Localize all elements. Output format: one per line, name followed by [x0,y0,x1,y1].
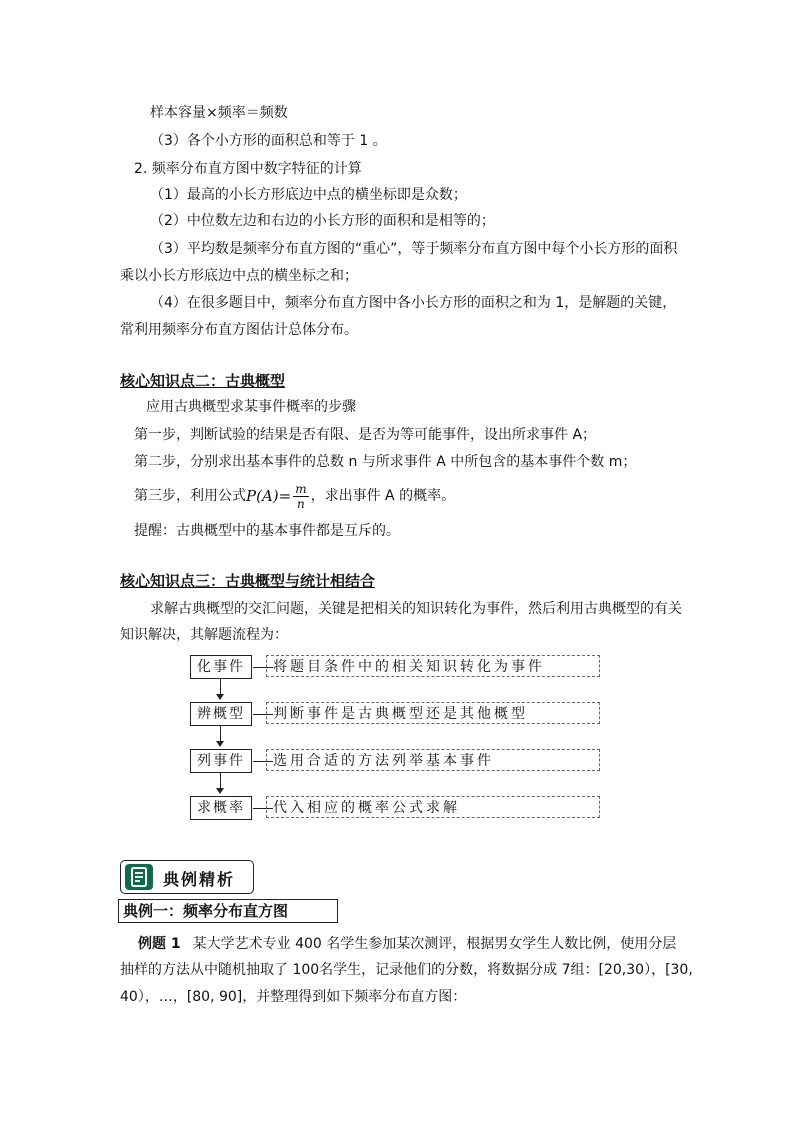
text-line: 第二步，分别求出基本事件的总数 n 与所求事件 A 中所包含的基本事件个数 m； [134,454,637,470]
formula-line [134,480,455,512]
formula-lhs: P(A)= [246,487,292,505]
arrow-down-icon [216,788,224,794]
document-icon [125,864,153,890]
text-line: 乘以小长方形底边中点的横坐标之和； [120,268,358,284]
text-fragment: 某大学艺术专业 400 名学生参加某次测评，根据男女学生人数比例，使用分层 [192,936,677,952]
flow-box: 辨概型 [190,702,252,726]
text-fragment: ，求出事件 A 的概率。 [310,488,456,504]
example-line [138,934,676,954]
text-line: 第一步，判断试验的结果是否有限、是否为等可能事件，设出所求事件 A； [134,427,597,443]
text-line: 常利用频率分布直方图估计总体分布。 [120,322,358,338]
text-line: （4）在很多题目中，频率分布直方图中各小长方形的面积之和为 1，是解题的关键， [150,295,677,311]
text-line: 样本容量×频率＝频数 [150,105,288,121]
flow-desc: 代入相应的概率公式求解 [266,796,600,818]
arrow-line [220,726,221,742]
arrow-line [220,679,221,695]
badge-label: 典例精析 [163,870,236,889]
text-line: 知识解决，其解题流程为： [120,627,288,643]
text-line: （2）中位数左边和右边的小长方形的面积和是相等的； [150,213,495,229]
section-heading: 核心知识点三：古典概型与统计相结合 [120,572,376,590]
text-fragment: 第三步，利用公式 [134,488,246,504]
arrow-down-icon [216,694,224,700]
text-line: （3）平均数是频率分布直方图的“重心”，等于频率分布直方图中每个小长方形的面积 [150,241,678,257]
text-line: 抽样的方法从中随机抽取了 100名学生，记录他们的分数，将数据分成 7组：[20,30），[30, [120,962,693,978]
section-badge [120,860,254,894]
text-line: 求解古典概型的交汇问题，关键是把相关的知识转化为事件，然后利用古典概型的有关 [150,601,682,617]
text-line: （1）最高的小长方形底边中点的横坐标即是众数； [150,187,467,203]
example-label: 例题 1 [138,936,181,952]
flow-box: 化事件 [190,655,252,679]
text-line: 2. 频率分布直方图中数字特征的计算 [134,161,362,177]
text-line: （3）各个小方形的面积总和等于 1 。 [150,133,387,149]
arrow-down-icon [216,741,224,747]
numerator: m [295,481,307,496]
flow-box: 求概率 [190,796,252,820]
flow-desc: 选用合适的方法列举基本事件 [266,749,600,771]
text-line: 40），…，[80, 90]，并整理得到如下频率分布直方图： [120,989,467,1005]
text-line: 提醒：古典概型中的基本事件都是互斥的。 [134,523,400,539]
flow-desc: 将题目条件中的相关知识转化为事件 [266,655,600,677]
denominator: n [297,496,305,511]
arrow-line [220,773,221,789]
flow-box: 列事件 [190,749,252,773]
flow-desc: 判断事件是古典概型还是其他概型 [266,702,600,724]
section-heading: 核心知识点二：古典概型 [120,372,286,390]
fraction [293,482,308,511]
text-line: 应用古典概型求某事件概率的步骤 [146,399,356,415]
example-title-bar: 典例一：频率分布直方图 [118,899,338,923]
